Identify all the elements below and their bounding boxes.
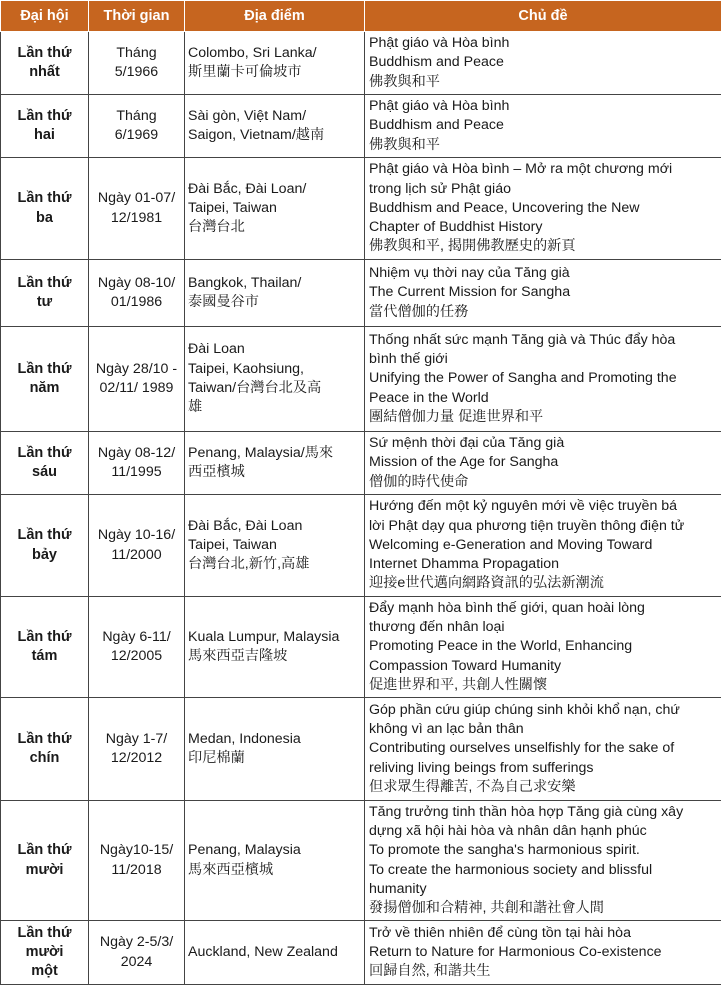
header-place: Địa điểm — [185, 1, 365, 32]
place-line: 西亞檳城 — [188, 463, 361, 482]
time-line: Ngày 01-07/ — [92, 189, 181, 208]
topic-line: Đẩy mạnh hòa bình thế giới, quan hoài lòng — [369, 599, 718, 618]
place-cell — [185, 432, 365, 495]
time-line: Ngày 6-11/ — [92, 628, 181, 647]
session-line: Lần thứ — [4, 360, 85, 379]
topic-line: dựng xã hội hài hòa và nhân dân hạnh phúc — [369, 822, 718, 841]
header-time: Thời gian — [89, 1, 185, 32]
header-session: Đại hội — [1, 1, 89, 32]
place-cell — [185, 158, 365, 260]
topic-cell — [365, 260, 721, 327]
header-topic: Chủ đề — [365, 1, 721, 32]
session-line: Lần thứ — [4, 44, 85, 63]
topic-line: 促進世界和平, 共創人性關懷 — [369, 676, 718, 695]
place-line: 台灣台北,新竹,高雄 — [188, 555, 361, 574]
topic-line: Phật giáo và Hòa bình — [369, 34, 718, 53]
session-line: tư — [4, 293, 85, 312]
place-line: Kuala Lumpur, Malaysia — [188, 628, 361, 647]
place-line: Taipei, Taiwan — [188, 536, 361, 555]
topic-line: Góp phần cứu giúp chúng sinh khỏi khổ nạn, chứ — [369, 701, 718, 720]
session-line: Lần thứ — [4, 841, 85, 860]
place-cell — [185, 597, 365, 698]
place-line: Taipei, Taiwan — [188, 199, 361, 218]
topic-line: 迎接e世代邁向網路資訊的弘法新潮流 — [369, 574, 718, 593]
time-line: 01/1986 — [92, 293, 181, 312]
session-line: sáu — [4, 463, 85, 482]
session-line: mười — [4, 861, 85, 880]
place-line: 馬來西亞檳城 — [188, 861, 361, 880]
topic-line: Buddhism and Peace, Uncovering the New — [369, 199, 718, 218]
time-line: Tháng — [92, 44, 181, 63]
session-line: năm — [4, 379, 85, 398]
place-line: Penang, Malaysia — [188, 841, 361, 860]
topic-line: Phật giáo và Hòa bình — [369, 97, 718, 116]
table-row — [1, 698, 721, 801]
time-line: Ngày 08-12/ — [92, 444, 181, 463]
time-line: Ngày 2-5/3/ — [92, 933, 181, 952]
session-cell — [1, 95, 89, 158]
time-cell — [89, 801, 185, 921]
topic-line: 佛教與和平, 揭開佛教歷史的新頁 — [369, 237, 718, 256]
session-line: ba — [4, 209, 85, 228]
topic-cell — [365, 597, 721, 698]
place-line: Auckland, New Zealand — [188, 943, 361, 962]
time-cell — [89, 32, 185, 95]
topic-line: Promoting Peace in the World, Enhancing — [369, 637, 718, 656]
place-cell — [185, 95, 365, 158]
time-line: Ngày 08-10/ — [92, 274, 181, 293]
topic-cell — [365, 32, 721, 95]
time-cell — [89, 260, 185, 327]
time-line: 11/2018 — [92, 861, 181, 880]
time-line: Ngày10-15/ — [92, 841, 181, 860]
topic-cell — [365, 801, 721, 921]
session-line: một — [4, 962, 85, 981]
session-cell — [1, 698, 89, 801]
topic-line: Unifying the Power of Sangha and Promoting the — [369, 369, 718, 388]
topic-line: To promote the sangha's harmonious spirit. — [369, 841, 718, 860]
place-line: Sài gòn, Việt Nam/ — [188, 107, 361, 126]
topic-line: Internet Dhamma Propagation — [369, 555, 718, 574]
session-line: Lần thứ — [4, 274, 85, 293]
topic-line: 發揚僧伽和合精神, 共創和諧社會人間 — [369, 899, 718, 918]
topic-line: 當代僧伽的任務 — [369, 303, 718, 322]
session-line: nhất — [4, 63, 85, 82]
place-cell — [185, 921, 365, 985]
time-line: 11/2000 — [92, 546, 181, 565]
place-line: Medan, Indonesia — [188, 730, 361, 749]
topic-cell — [365, 921, 721, 985]
time-line: Ngày 28/10 - — [92, 360, 181, 379]
time-line: 2024 — [92, 953, 181, 972]
place-cell — [185, 801, 365, 921]
topic-line: reliving living beings from sufferings — [369, 759, 718, 778]
table-header-row — [1, 1, 721, 32]
session-line: Lần thứ — [4, 924, 85, 943]
topic-line: To create the harmonious society and blissful — [369, 861, 718, 880]
table-row — [1, 95, 721, 158]
topic-line: humanity — [369, 880, 718, 899]
time-line: Ngày 10-16/ — [92, 526, 181, 545]
topic-cell — [365, 327, 721, 432]
place-line: Đài Loan — [188, 340, 361, 359]
time-line: 6/1969 — [92, 126, 181, 145]
place-line: 印尼棉蘭 — [188, 749, 361, 768]
session-cell — [1, 260, 89, 327]
topic-line: Peace in the World — [369, 389, 718, 408]
place-cell — [185, 698, 365, 801]
topic-line: The Current Mission for Sangha — [369, 283, 718, 302]
topic-cell — [365, 432, 721, 495]
session-cell — [1, 432, 89, 495]
place-line: 泰國曼谷市 — [188, 293, 361, 312]
topic-cell — [365, 95, 721, 158]
time-cell — [89, 698, 185, 801]
topic-line: Thống nhất sức mạnh Tăng già và Thúc đẩy hòa — [369, 331, 718, 350]
time-line: 12/1981 — [92, 209, 181, 228]
session-cell — [1, 801, 89, 921]
session-line: Lần thứ — [4, 730, 85, 749]
place-line: 雄 — [188, 398, 361, 417]
topic-cell — [365, 698, 721, 801]
place-line: 斯里蘭卡可倫坡市 — [188, 63, 361, 82]
topic-line: Mission of the Age for Sangha — [369, 453, 718, 472]
time-cell — [89, 327, 185, 432]
time-line: 12/2005 — [92, 647, 181, 666]
place-line: Đài Bắc, Đài Loan — [188, 517, 361, 536]
time-line: 11/1995 — [92, 463, 181, 482]
time-cell — [89, 95, 185, 158]
topic-line: trong lịch sử Phật giáo — [369, 180, 718, 199]
topic-line: 回歸自然, 和諧共生 — [369, 962, 718, 981]
session-line: Lần thứ — [4, 526, 85, 545]
time-line: Tháng — [92, 107, 181, 126]
time-cell — [89, 495, 185, 597]
table-row — [1, 495, 721, 597]
place-line: Penang, Malaysia/馬來 — [188, 444, 361, 463]
topic-line: Buddhism and Peace — [369, 116, 718, 135]
topic-line: 佛教與和平 — [369, 136, 718, 155]
topic-line: thương đến nhân loại — [369, 618, 718, 637]
table-body — [1, 32, 721, 985]
topic-line: Sứ mệnh thời đại của Tăng già — [369, 434, 718, 453]
topic-line: 團結僧伽力量 促進世界和平 — [369, 408, 718, 427]
topic-line: Hướng đến một kỷ nguyên mới về việc truyền bá — [369, 497, 718, 516]
session-line: hai — [4, 126, 85, 145]
session-cell — [1, 327, 89, 432]
topic-line: 但求眾生得離苦, 不為自己求安樂 — [369, 778, 718, 797]
place-line: Taiwan/台灣台北及高 — [188, 379, 361, 398]
table-row — [1, 32, 721, 95]
topic-line: Tăng trưởng tinh thần hòa hợp Tăng già cùng xây — [369, 803, 718, 822]
topic-line: lời Phật dạy qua phương tiện truyền thông điện tử — [369, 517, 718, 536]
topic-line: Trở về thiên nhiên để cùng tồn tại hài hòa — [369, 924, 718, 943]
session-cell — [1, 921, 89, 985]
time-line: 02/11/ 1989 — [92, 379, 181, 398]
place-line: Taipei, Kaohsiung, — [188, 360, 361, 379]
session-cell — [1, 597, 89, 698]
table-row — [1, 327, 721, 432]
topic-line: Contributing ourselves unselfishly for the sake of — [369, 739, 718, 758]
topic-line: không vì an lạc bản thân — [369, 720, 718, 739]
topic-line: Buddhism and Peace — [369, 53, 718, 72]
place-line: 馬來西亞吉隆坡 — [188, 647, 361, 666]
session-line: chín — [4, 749, 85, 768]
table-row — [1, 921, 721, 985]
time-line: Ngày 1-7/ — [92, 730, 181, 749]
time-cell — [89, 597, 185, 698]
session-cell — [1, 32, 89, 95]
session-cell — [1, 495, 89, 597]
place-line: 台灣台北 — [188, 218, 361, 237]
table-row — [1, 260, 721, 327]
topic-line: bình thế giới — [369, 350, 718, 369]
place-cell — [185, 495, 365, 597]
place-line: Saigon, Vietnam/越南 — [188, 126, 361, 145]
topic-cell — [365, 495, 721, 597]
topic-line: 佛教與和平 — [369, 73, 718, 92]
session-cell — [1, 158, 89, 260]
session-line: Lần thứ — [4, 628, 85, 647]
place-line: Đài Bắc, Đài Loan/ — [188, 180, 361, 199]
topic-line: Chapter of Buddhist History — [369, 218, 718, 237]
topic-line: Nhiệm vụ thời nay của Tăng già — [369, 264, 718, 283]
session-line: mười — [4, 943, 85, 962]
time-cell — [89, 158, 185, 260]
topic-line: Welcoming e-Generation and Moving Toward — [369, 536, 718, 555]
session-line: Lần thứ — [4, 107, 85, 126]
session-line: Lần thứ — [4, 189, 85, 208]
place-cell — [185, 327, 365, 432]
session-line: tám — [4, 647, 85, 666]
topic-cell — [365, 158, 721, 260]
place-line: Bangkok, Thailan/ — [188, 274, 361, 293]
time-cell — [89, 921, 185, 985]
topic-line: 僧伽的時代使命 — [369, 473, 718, 492]
topic-line: Phật giáo và Hòa bình – Mở ra một chương mới — [369, 160, 718, 179]
topic-line: Return to Nature for Harmonious Co-existence — [369, 943, 718, 962]
session-line: Lần thứ — [4, 444, 85, 463]
place-cell — [185, 260, 365, 327]
time-line: 5/1966 — [92, 63, 181, 82]
time-line: 12/2012 — [92, 749, 181, 768]
place-cell — [185, 32, 365, 95]
topic-line: Compassion Toward Humanity — [369, 657, 718, 676]
table-row — [1, 158, 721, 260]
place-line: Colombo, Sri Lanka/ — [188, 44, 361, 63]
table-row — [1, 801, 721, 921]
table-row — [1, 597, 721, 698]
time-cell — [89, 432, 185, 495]
session-line: bảy — [4, 546, 85, 565]
table-row — [1, 432, 721, 495]
